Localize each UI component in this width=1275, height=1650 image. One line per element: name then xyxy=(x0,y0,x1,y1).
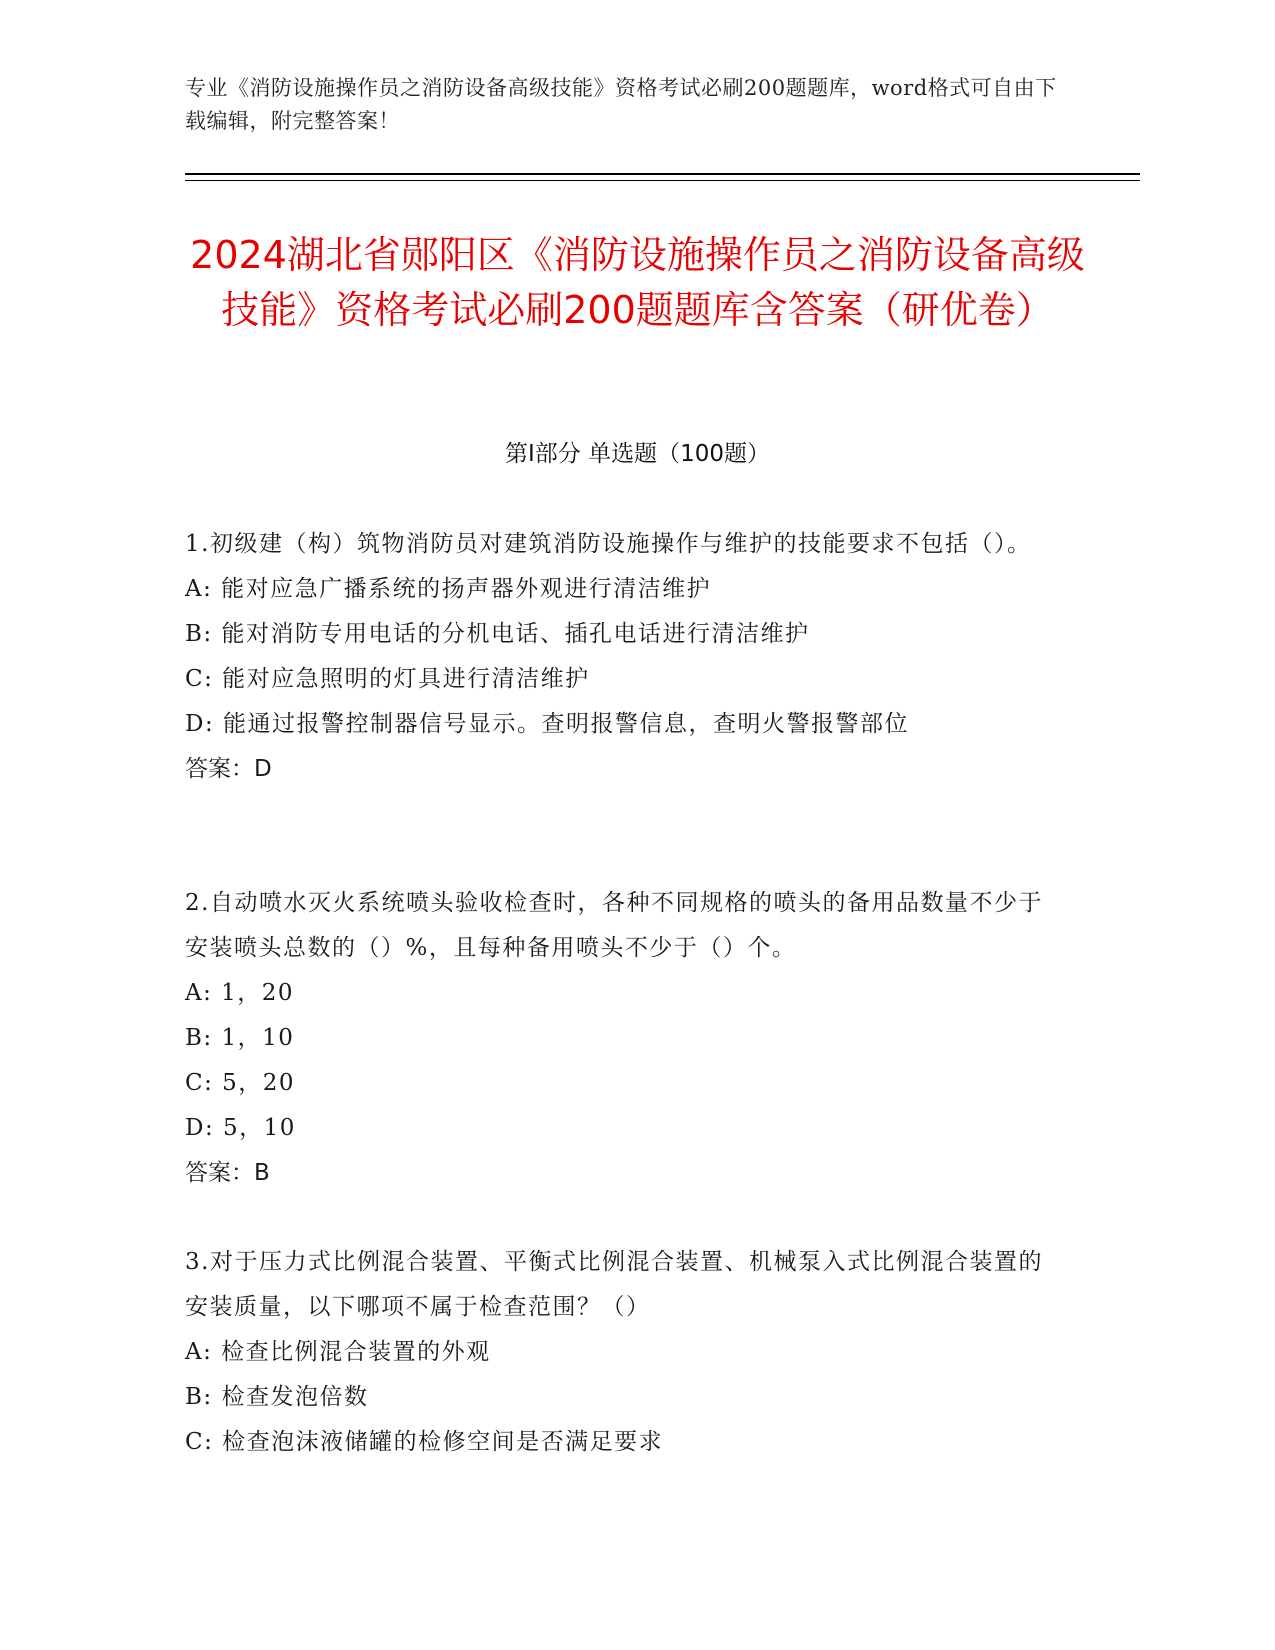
answer: 答案：B xyxy=(185,1160,270,1186)
option-d: D: 能通过报警控制器信号显示。查明报警信息，查明火警报警部位 xyxy=(185,711,910,737)
header-rule-thin xyxy=(185,180,1140,181)
option-b: B: 能对消防专用电话的分机电话、插孔电话进行清洁维护 xyxy=(185,621,810,647)
header-note: 专业《消防设施操作员之消防设备高级技能》资格考试必刷200题题库，word格式可自由下载编辑，附完整答案！ xyxy=(185,76,1057,133)
option-a: A: 检查比例混合装置的外观 xyxy=(185,1339,491,1365)
question-2 xyxy=(185,881,1065,1196)
question-1 xyxy=(185,522,1065,792)
answer: 答案：D xyxy=(185,756,272,782)
option-b: B: 检查发泡倍数 xyxy=(185,1384,369,1410)
section-title: 第I部分 单选题（100题） xyxy=(505,441,770,467)
option-d: D: 5，10 xyxy=(185,1115,296,1141)
question-stem: 3.对于压力式比例混合装置、平衡式比例混合装置、机械泵入式比例混合装置的安装质量，以下哪项不属于检查范围？（） xyxy=(185,1249,1043,1320)
option-c: C: 5，20 xyxy=(185,1070,296,1096)
question-stem: 2.自动喷水灭火系统喷头验收检查时，各种不同规格的喷头的备用品数量不少于安装喷头总数的（）%，且每种备用喷头不少于（）个。 xyxy=(185,890,1043,961)
option-c: C: 检查泡沫液储罐的检修空间是否满足要求 xyxy=(185,1429,664,1455)
option-a: A: 1，20 xyxy=(185,980,295,1006)
question-3 xyxy=(185,1240,1065,1465)
header-rule-thick xyxy=(185,173,1140,175)
option-a: A: 能对应急广播系统的扬声器外观进行清洁维护 xyxy=(185,576,712,602)
question-stem: 1.初级建（构）筑物消防员对建筑消防设施操作与维护的技能要求不包括（）。 xyxy=(185,531,1032,557)
option-b: B: 1，10 xyxy=(185,1025,295,1051)
document-title: 2024湖北省郧阳区《消防设施操作员之消防设备高级技能》资格考试必刷200题题库含答案（研优卷） xyxy=(190,233,1085,332)
option-c: C: 能对应急照明的灯具进行清洁维护 xyxy=(185,666,590,692)
